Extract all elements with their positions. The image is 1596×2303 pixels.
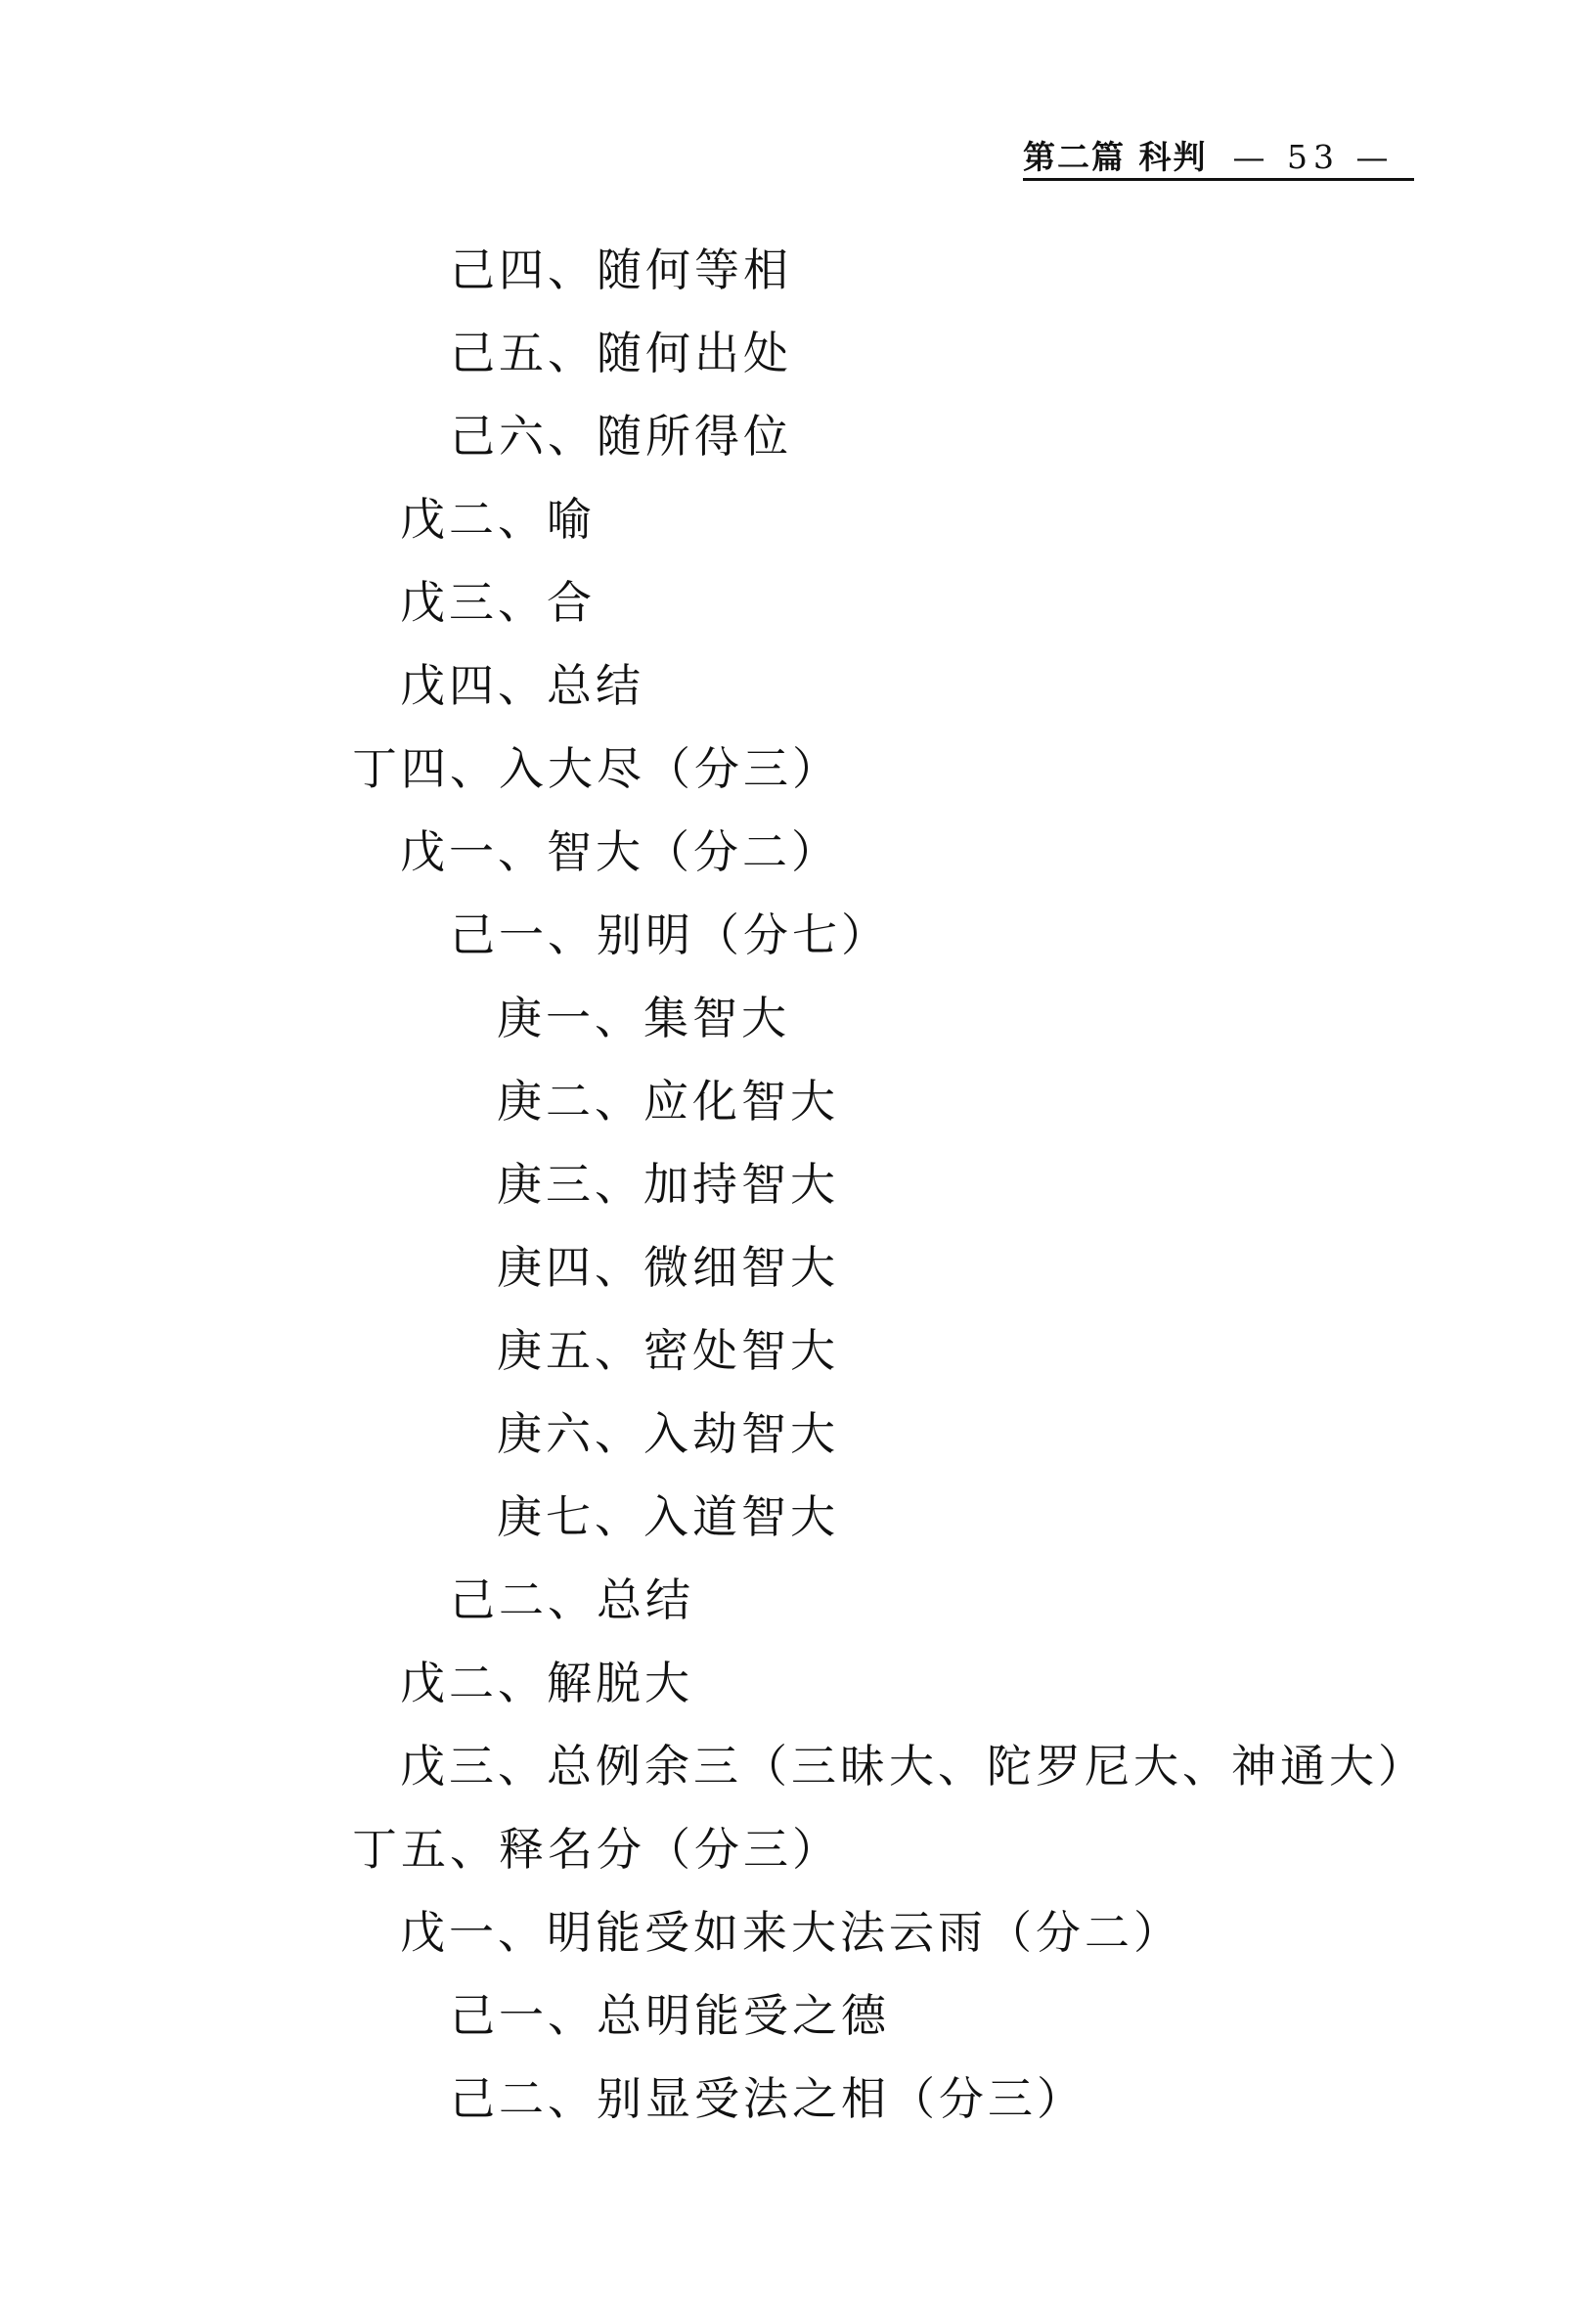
outline-item: 戊二、解脱大 xyxy=(400,1657,693,1709)
outline-item: 己四、随何等相 xyxy=(450,244,792,296)
outline-item: 己五、随何出处 xyxy=(450,327,792,379)
outline-item: 己二、总结 xyxy=(450,1573,694,1626)
outline-item: 戊一、明能受如来大法云雨（分二） xyxy=(400,1906,1182,1959)
outline-item: 己六、随所得位 xyxy=(450,410,792,463)
outline-item: 丁四、入大尽（分三） xyxy=(352,742,841,795)
outline-item: 庚二、应化智大 xyxy=(497,1075,839,1128)
outline-item: 庚一、集智大 xyxy=(497,992,790,1044)
outline-item: 戊四、总结 xyxy=(400,659,644,712)
outline-item: 戊三、总例余三（三昧大、陀罗尼大、神通大） xyxy=(400,1740,1427,1793)
outline-item: 己一、别明（分七） xyxy=(450,908,890,961)
outline-item: 庚六、入劫智大 xyxy=(497,1407,839,1460)
outline-item: 庚五、密处智大 xyxy=(497,1324,839,1377)
page-number: — 53 — xyxy=(1232,138,1395,176)
outline-item: 丁五、释名分（分三） xyxy=(352,1823,841,1876)
outline-item: 戊二、喻 xyxy=(400,493,596,546)
outline-item: 庚三、加持智大 xyxy=(497,1158,839,1211)
outline-item: 庚四、微细智大 xyxy=(497,1241,839,1294)
outline-item: 戊三、合 xyxy=(400,576,596,629)
outline-item: 庚七、入道智大 xyxy=(497,1490,839,1543)
outline-item: 己二、别显受法之相（分三） xyxy=(450,2072,1086,2125)
outline-item: 戊一、智大（分二） xyxy=(400,825,840,878)
chapter-title: 第二篇 科判 xyxy=(1023,138,1208,176)
outline-item: 己一、总明能受之德 xyxy=(450,1989,890,2042)
